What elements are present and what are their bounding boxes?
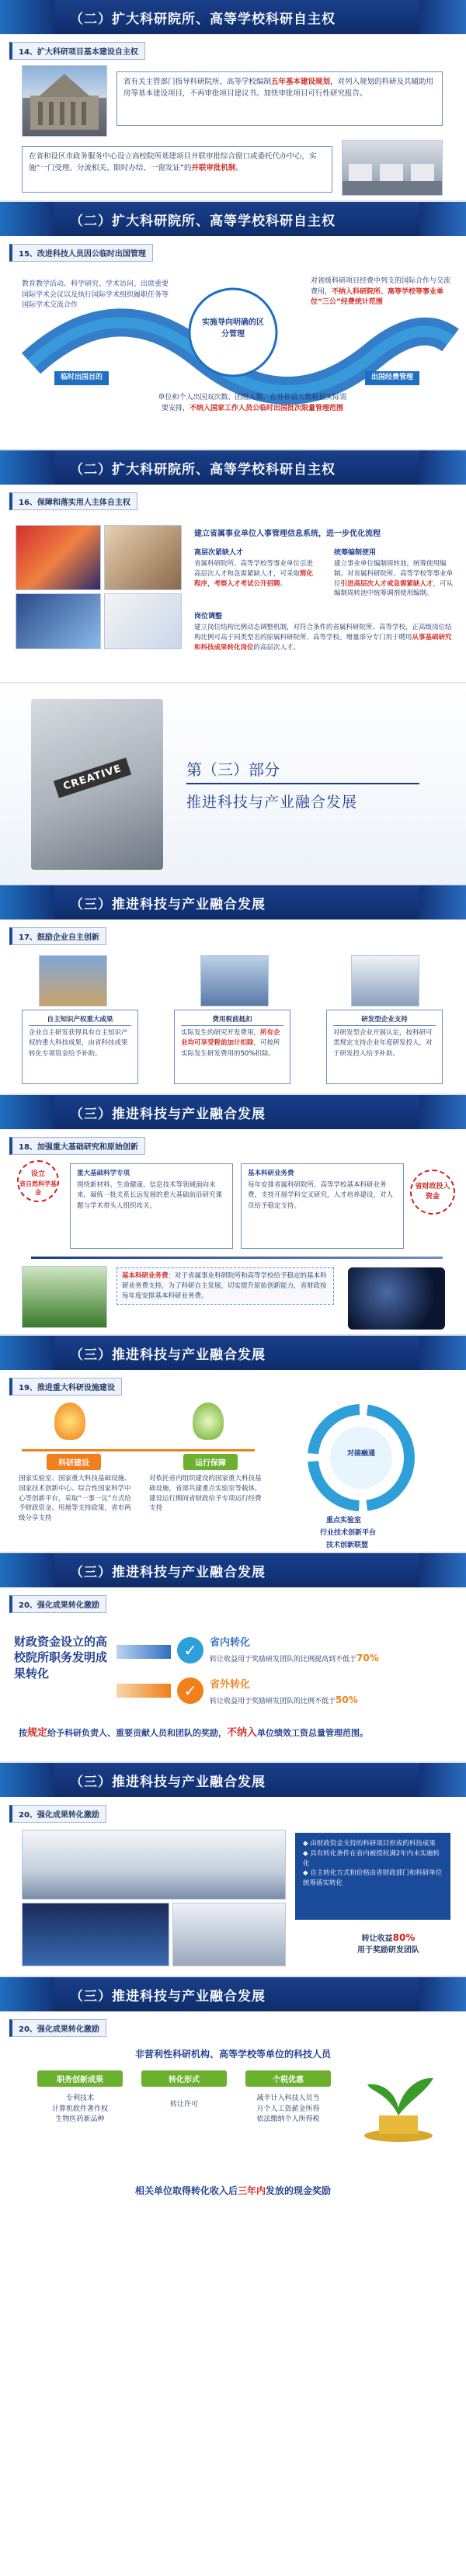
item-label: 20、强化成果转化激励 [9, 2019, 106, 2037]
text: 按 [19, 1728, 27, 1738]
highlight: 简化程序，考察入才考试公开招聘 [194, 569, 314, 588]
staffing-title: 统筹编制使用 [334, 549, 377, 557]
operation-tag: 运行保障 [183, 1454, 238, 1470]
list-item: 依法缴纳个人所得税 [256, 2115, 320, 2123]
section-number: 第（三）部分 [186, 760, 280, 779]
slide-16 [0, 450, 466, 683]
rd-text: 对研发型企业开展认定，按科研可类规定支持企业年度研发投入，对于研发投入给予补助。 [333, 1029, 433, 1058]
ip-text: 企业自主研发获得具有自主知识产权的重大科技成果，由省科技成果转化专项资金给予补助。 [29, 1029, 128, 1058]
slide-17 [0, 885, 466, 1095]
operation-text: 对依托省内组织建设的国家重大科技基础设施，省部共建重点实验室等载体，建设运行期间省财政给予专项运行经费支持 [149, 1475, 262, 1513]
text: ：对于省属事业科研院所和高等学校给予稳定的基本科研业务费支持，为了科研自主发展，切实提升原始创新能力，省财政按每年度安排基本科研业务费。 [122, 1272, 327, 1300]
money-plant-image [356, 2061, 441, 2145]
ring-item-2: 行业技术创新平台 [320, 1529, 377, 1537]
heading: 非营利性科研机构、高等学校等单位的科技人员 [134, 2049, 331, 2060]
right-tag: 出国经费管理 [365, 371, 419, 385]
operating-text: 每年安排省属科研院所、高等学校基本科研业务费，支持开展学科交叉研究，人才培养建设，对人员给予稳定支持。 [248, 1181, 394, 1210]
out-province-text [210, 1693, 450, 1708]
text: 自主转化方式和价格由省财政部门和科研单位统筹落实转化 [303, 1869, 443, 1887]
list-item: 减半计入科技人员当 [256, 2095, 320, 2102]
highlight: 不纳入 [227, 1727, 258, 1739]
in-province-title: 省内转化 [210, 1637, 251, 1649]
highlight: 所有企业均可享受税前加计扣除 [181, 1029, 280, 1048]
slide-15 [0, 202, 466, 450]
section-title: 推进科技与产业融合发展 [186, 794, 358, 811]
section-banner: （三）推进科技与产业融合发展 [0, 1553, 466, 1587]
check-icon: ✓ [177, 1677, 203, 1704]
footer-text [19, 1726, 446, 1741]
section-banner: （三）推进科技与产业融合发展 [0, 1977, 466, 2011]
frontier-box [70, 1163, 233, 1249]
tax-box [174, 1010, 290, 1084]
badge-line2: 省自然科学基金 [19, 1180, 57, 1196]
text: 单位绩效工资总量管理范围。 [257, 1728, 369, 1738]
highlight: 三年内 [237, 2185, 266, 2196]
list-item: 转让许可 [169, 2101, 198, 2108]
post-text [194, 623, 454, 652]
big-title: 财政资金设立的高校院所职务发明成果转化 [14, 1635, 108, 1681]
slide-20c [0, 1977, 466, 2219]
section-banner: （二）扩大科研院所、高等学校科研自主权 [0, 202, 466, 236]
reward-text [326, 1931, 450, 1956]
divider [186, 783, 419, 784]
purpose-text: 教育教学活动、科学研究、学术访问、出席重要国际学术会议以及执行国际学术组织履职任务等国际学术交流合作 [22, 280, 169, 309]
section-banner: （三）推进科技与产业融合发展 [0, 885, 466, 920]
item-label: 14、扩大科研项目基本建设自主权 [9, 42, 145, 60]
item-label: 18、加强重大基础研究和原始创新 [9, 1137, 145, 1155]
frontier-text: 围绕新材料、生命健康、信息技术等领域面向未来，凝练一批关系长远发展的重大基础前沿研究课题与学术带头人组织攻关。 [77, 1181, 223, 1210]
out-province-title: 省外转化 [210, 1679, 251, 1691]
highlight: 不纳入国家工作人员公临时出国批次限量管理范围 [190, 404, 344, 412]
ip-box [22, 1010, 138, 1084]
item-label: 20、强化成果转化激励 [9, 1805, 106, 1823]
badge-line1: 设立 [30, 1170, 45, 1178]
section-banner: （三）推进科技与产业融合发展 [0, 1763, 466, 1797]
text: 。 [280, 579, 287, 588]
center-text: 实施导向明确的区分管理 [202, 318, 264, 339]
col2-list [141, 2100, 227, 2111]
percent: 50% [336, 1695, 358, 1705]
arrow-line [31, 1257, 443, 1259]
text: 转让收益 [361, 1935, 393, 1943]
col3-list [245, 2094, 331, 2126]
item-label: 19、推进重大科研设施建设 [9, 1378, 122, 1396]
condition-panel [295, 1833, 450, 1920]
quota-text [155, 393, 350, 414]
arrow-down [116, 1684, 171, 1698]
highlight: 引进高层次人才或急需紧缺人才 [340, 579, 433, 588]
text: 。 [235, 163, 243, 172]
ring-item-1: 重点实验室 [326, 1517, 362, 1524]
hall-photo [22, 1830, 286, 1900]
build-tag: 科研建设 [47, 1454, 101, 1470]
text: 对省级科研项目经费中列支的国际合作与交流费用， [311, 277, 451, 296]
percent: 80% [392, 1932, 416, 1943]
ring-label: 对接融通 [346, 1450, 375, 1458]
rd-title: 研发型企业支持 [333, 1015, 436, 1026]
slide-20b [0, 1763, 466, 1977]
list-item: 生物医药新品种 [55, 2115, 105, 2123]
left-tag: 临时出国目的 [54, 371, 109, 385]
plan-text-box [116, 71, 443, 126]
col-header-1: 职务创新成果 [37, 2070, 123, 2087]
list-item: 计算机软件著作权 [51, 2105, 108, 2113]
note-text [116, 1267, 334, 1305]
text: 在省和设区市政务服务中心设立高校院所基建项目并联审批综合窗口或委托代办中心，实施“一门受理、分流相关、限时办结、一窗发证”的 [29, 152, 317, 172]
plants-photo [22, 1266, 107, 1328]
text: ，可从编制周转池中统筹调剂使用编制。 [334, 579, 454, 598]
text: ，对列入规划的科研及其辅助用房等基本建设项目，不再审批项目建议书。加快审批项目可行性研究报告。 [123, 78, 434, 98]
text: 建立岗位结构比例动态调整机制，对符合条件的省属科研院所、高等学校，正高级岗位结构比例可高于同类型名的原属科研院所、高等学校。增量部分专门用于聘用 [194, 624, 452, 641]
text: 省属科研院所、高等学校等事业单位引进高层次人才和急需紧缺人才，可采取 [194, 560, 314, 578]
talent-text [194, 559, 318, 589]
text: 给予科研负责人、重要贡献人员和团队的奖励， [47, 1728, 228, 1738]
col-header-2: 转化形式 [141, 2070, 227, 2087]
text: 省有关主管部门指导科研院所、高等学校编制 [123, 78, 272, 86]
item-label: 20、强化成果转化激励 [9, 1595, 106, 1613]
highlight: 不纳入科研院所、高等学校等事业单位“三公”经费统计范围 [311, 287, 444, 306]
list-item: 专利技术 [65, 2095, 94, 2102]
slide-19 [0, 1336, 466, 1553]
text: 转让收益用于奖励研发团队的比例不低于 [210, 1698, 336, 1705]
check-icon: ✓ [177, 1637, 203, 1663]
section-cover [0, 683, 466, 885]
in-province-text [210, 1651, 450, 1666]
building-photo [22, 65, 107, 137]
slide-14 [0, 0, 466, 202]
finance-badge: 省财政投入资金 [410, 1170, 455, 1215]
text: 发放的现金奖励 [266, 2185, 332, 2196]
heading: 建立省属事业单位人事管理信息系统，进一步优化流程 [194, 530, 381, 538]
creative-stamp: CREATIVE [54, 757, 131, 798]
operating-fund-box [241, 1163, 404, 1249]
bulb-icon [54, 1403, 85, 1440]
stage-photo [22, 1903, 169, 1966]
ring-item-3: 技术创新联盟 [326, 1542, 369, 1549]
crowd-photo [16, 525, 101, 590]
post-title: 岗位调整 [194, 613, 223, 621]
figures-photo [104, 593, 182, 649]
arrow-up [116, 1645, 171, 1659]
section-banner: （二）扩大科研院所、高等学校科研自主权 [0, 450, 466, 485]
hands-photo [31, 699, 163, 870]
text: 相关单位取得转化收入后 [134, 2185, 238, 2196]
list-item: 月个人工资薪金所得 [256, 2105, 320, 2113]
frontier-title: 重大基础科学专项 [77, 1170, 130, 1177]
approval-text-box [22, 146, 332, 193]
highlight: 规定 [27, 1727, 48, 1739]
section-banner: （三）推进科技与产业融合发展 [0, 1095, 466, 1129]
rd-box [326, 1010, 443, 1084]
text: 的高层次人才。 [253, 643, 301, 652]
tax-title: 费用税前抵扣 [181, 1015, 283, 1026]
office-photo [342, 140, 443, 196]
funds-text [311, 276, 450, 308]
item-label: 15、改进科技人员因公临时出国管理 [9, 244, 153, 262]
ip-title: 自主知识产权重大成果 [29, 1015, 131, 1026]
worker-photo [351, 955, 419, 1006]
condition-2: ◆ 具有转化条件在省内被授权满2年内未实施转化 [303, 1849, 440, 1868]
operating-title: 基本科研业务费 [248, 1170, 294, 1177]
highlight: 并联审批机制 [191, 163, 236, 172]
lab-photo [200, 955, 269, 1006]
text: 由财政资金支持的科研项目形成的科技成果 [310, 1840, 436, 1848]
col1-list [37, 2094, 123, 2126]
slide-20a [0, 1553, 466, 1763]
section-banner: （三）推进科技与产业融合发展 [0, 1336, 466, 1370]
build-text: 国家实验室、国家重大科技基础设施、国家技术创新中心、综合性国家科学中心等创新平台，采取“一事一议”方式给予财政资金、用地等支持政策，省市两级分享支持 [19, 1475, 131, 1522]
item-label: 16、保障和落实用人主体自主权 [9, 492, 137, 510]
bulb-icon [193, 1403, 224, 1440]
condition-1: ◆ 由财政资金支持的科研项目形成的科技成果 [303, 1840, 436, 1848]
graphene-image [348, 1267, 445, 1330]
condition-3: ◆ 自主转化方式和价格由省财政部门和科研单位统筹落实转化 [303, 1869, 443, 1887]
text: 具有转化条件在省内被授权满2年内未实施转化 [303, 1849, 440, 1868]
highlight: 五年基本建设规划 [271, 78, 331, 86]
text: 单位和个人出国双次数、团组人数、在外停留天数根据实际需要安排， [158, 394, 347, 412]
staffing-text [334, 559, 454, 599]
text: ，可按所实际发生研发费用的50%扣除。 [181, 1039, 280, 1058]
text: 转让收益用于奖励研发团队的比例提高到不低于 [210, 1656, 357, 1663]
team-photo [104, 525, 182, 590]
item-label: 17、鼓励企业自主创新 [9, 927, 106, 945]
section-banner: （二）扩大科研院所、高等学校科研自主权 [0, 0, 466, 34]
fund-badge [17, 1160, 59, 1202]
slide-18 [0, 1095, 466, 1336]
text: 建立事业单位编制周转池，统筹使用编制。对省属科研院所、高等学校等事业单位 [334, 560, 454, 588]
text: 实际发生的研究开发费用， [181, 1029, 261, 1038]
footer-text [0, 2184, 466, 2198]
highlight: 从事基础研究和科技成果转化岗位 [194, 633, 452, 652]
text: 用于奖励研发团队 [357, 1946, 419, 1955]
percent: 70% [356, 1653, 379, 1663]
talent-title: 高层次紧缺人才 [194, 549, 244, 557]
col-header-3: 个税优惠 [245, 2070, 331, 2087]
tower-photo [39, 955, 107, 1006]
meeting-photo [16, 593, 101, 649]
timeline [22, 1449, 255, 1451]
lounge-photo [172, 1903, 286, 1966]
highlight: 基本科研业务费 [122, 1272, 169, 1280]
